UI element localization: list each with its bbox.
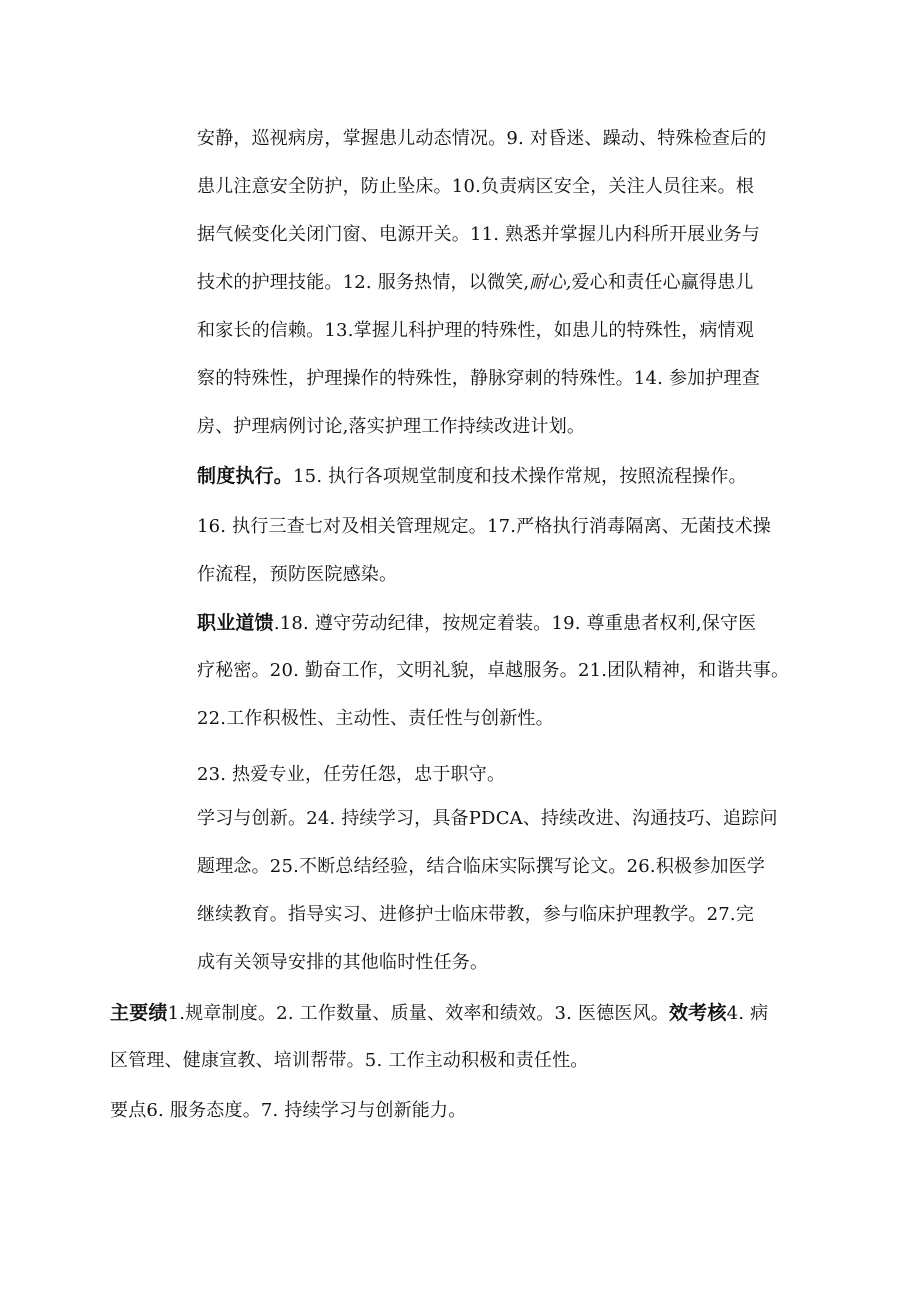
text-line-1: 安静，巡视病房，掌握患儿动态情况。9. 对昏迷、躁动、特殊检查后的: [197, 128, 767, 149]
text-line-5: 和家长的信赖。13.掌握儿科护理的特殊性，如患儿的特殊性，病情观: [197, 320, 755, 341]
section-heading: 效考核: [668, 1002, 727, 1024]
text-line-10: 作流程，预防医院感染。: [197, 564, 398, 585]
text-segment: 爱心和责任心赢得患儿: [571, 272, 754, 293]
text-line-2: 患儿注意安全防护，防止坠床。10.负责病区安全，关注人员往来。根: [197, 176, 755, 197]
section-system-execution: [197, 463, 747, 490]
text-line-9: 16. 执行三查七对及相关管理规定。17.严格执行消毒隔离、无菌技术操: [197, 516, 771, 537]
text-line-17: 继续教育。指导实习、进修护士临床带教，参与临床护理教学。27.完: [197, 904, 755, 925]
text-line-4: [197, 270, 754, 296]
text-segment: 4. 病: [726, 1003, 769, 1024]
text-line-14: 23. 热爱专业，任劳任怨，忠于职守。: [197, 764, 506, 785]
text-line-18: 成有关领导安排的其他临时性任务。: [197, 952, 489, 973]
text-line-15: 学习与创新。24. 持续学习，具备PDCA、持续改进、沟通技巧、追踪问: [197, 808, 778, 829]
text-segment: 1.规章制度。2. 工作数量、质量、效率和绩效。3. 医德医风。: [167, 1003, 669, 1024]
section-heading: 主要绩: [110, 1002, 168, 1024]
text-line-20: 区管理、健康宣教、培训帮带。5. 工作主动积极和责任性。: [110, 1050, 589, 1071]
text-segment: 15. 执行各项规堂制度和技术操作常规，按照流程操作。: [293, 466, 747, 487]
text-line-12: 疗秘密。20. 勤奋工作，文明礼貌，卓越服务。21.团队精神，和谐共事。: [197, 660, 790, 681]
text-line-16: 题理念。25.不断总结经验，结合临床实际撰写论文。26.积极参加医学: [197, 856, 766, 877]
text-line-3: 据气候变化关闭门窗、电源开关。11. 熟悉并掌握儿内科所开展业务与: [197, 224, 760, 245]
section-professional-ethics: [197, 610, 756, 637]
text-line-13: 22.工作积极性、主动性、责任性与创新性。: [197, 708, 554, 729]
text-line-6: 察的特殊性，护理操作的特殊性，静脉穿刺的特殊性。14. 参加护理查: [197, 368, 760, 389]
section-heading: 制度执行。: [197, 465, 294, 487]
section-heading: 职业道馈: [197, 612, 274, 634]
text-segment: 技术的护理技能。12. 服务热情，以微笑,: [197, 272, 530, 293]
text-line-21: 要点6. 服务态度。7. 持续学习与创新能力。: [110, 1100, 467, 1121]
text-segment: .18. 遵守劳动纪律，按规定着装。19. 尊重患者权利,保守医: [273, 613, 757, 634]
section-performance-appraisal: [110, 1000, 768, 1027]
text-line-7: 房、护理病例讨论,落实护理工作持续改进计划。: [197, 416, 586, 437]
italic-segment: 耐心,: [529, 272, 572, 293]
